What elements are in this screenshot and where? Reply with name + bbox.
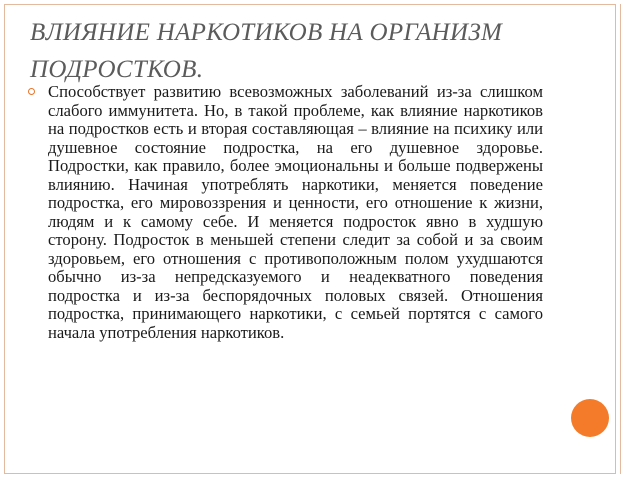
slide-title bbox=[30, 14, 590, 88]
slide-content bbox=[28, 83, 543, 342]
title-line-1: ВЛИЯНИЕ НАРКОТИКОВ НА ОРГАНИЗМ bbox=[30, 19, 503, 46]
circle-bullet-icon bbox=[28, 88, 35, 95]
bullet-item bbox=[28, 83, 543, 342]
frame-right-line bbox=[620, 4, 621, 474]
title-line-2: ПОДРОСТКОВ. bbox=[30, 56, 204, 83]
decorative-circle-icon bbox=[571, 399, 609, 437]
bullet-text: Способствует развитию всевозможных заболеваний из-за слишком слабого иммунитета. Но, в такой проблеме, как влияние наркотиков на подростков есть и вторая составляющая – влияние на психику или душевное состояние подростка, на его душевное здоровье. Подростки, как правило, более эмоциональны и больше подвержены влиянию. Начиная употреблять наркотики, меняется поведение подростка, его мировоззрения и ценности, его отношение к жизни, людям и к самому себе. И меняется подросток явно в худшую сторону. Подросток в меньшей степени следит за собой и за своим здоровьем, его отношения с противоположным полом ухудшаются обычно из-за непредсказуемого и неадекватного поведения подростка и из-за беспорядочных половых связей. Отношения подростка, принимающего наркотики, с семьей портятся с самого начала употребления наркотиков. bbox=[48, 82, 543, 342]
